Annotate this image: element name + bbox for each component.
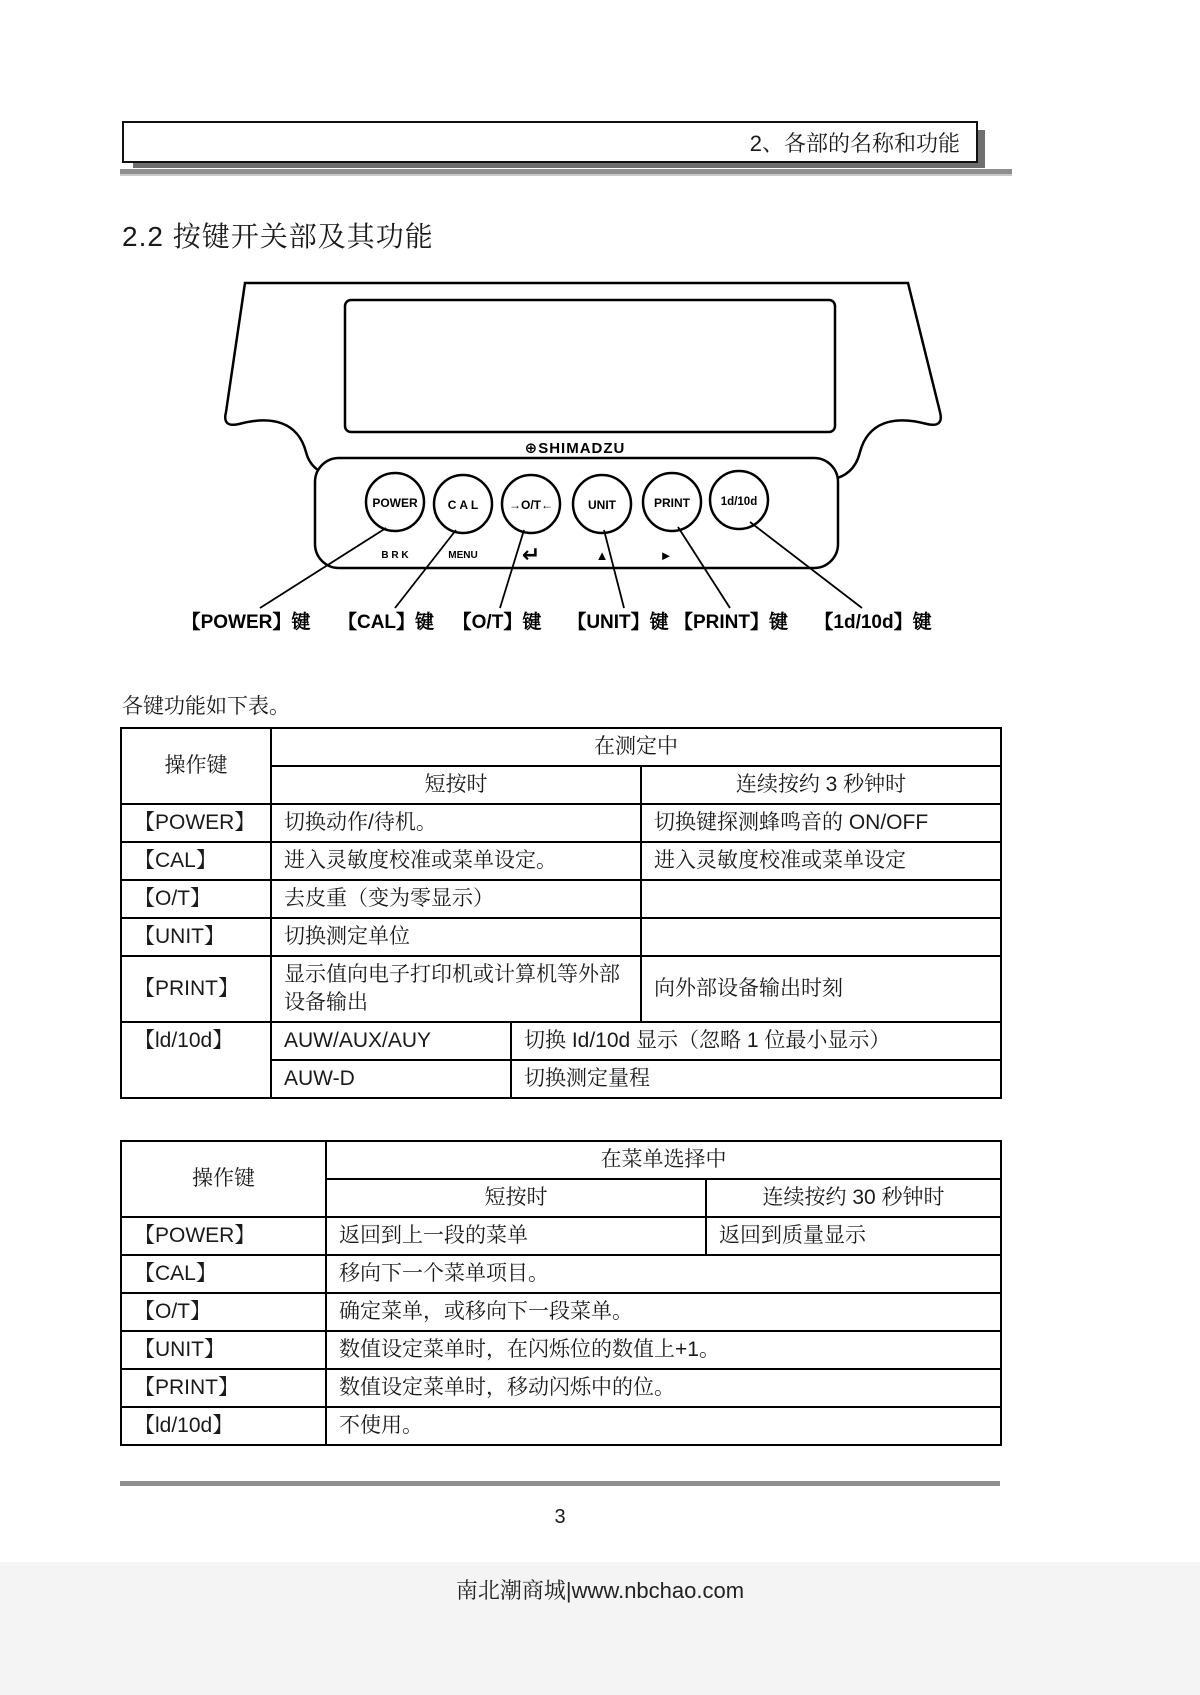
t1-col-header: 操作键 [121,728,271,804]
long-press-cell: 返回到质量显示 [706,1217,1001,1255]
table-row [121,1407,1001,1445]
table-row [121,1022,1001,1060]
long-press-cell [641,880,1001,918]
short-press-cell: 确定菜单，或移向下一段菜单。 [326,1293,1001,1331]
brand-logo: ⊕SHIMADZU [524,440,626,457]
key-cell: 【CAL】 [121,1255,326,1293]
short-press-cell: 数值设定菜单时，在闪烁位的数值上+1。 [326,1331,1001,1369]
d10d-key [710,471,768,529]
short-press-cell: 数值设定菜单时，移动闪烁中的位。 [326,1369,1001,1407]
key-cell: 【PRINT】 [121,956,271,1022]
key-cell: 【ld/10d】 [121,1407,326,1445]
table-row [121,804,1001,842]
menu-functions-table [120,1140,1002,1446]
key-cell: 【POWER】 [121,1217,326,1255]
callout-label-print: 【PRINT】键 [673,612,789,633]
page-number: 3 [554,1506,566,1528]
table-row [121,1217,1001,1255]
key-cell: 【UNIT】 [121,1331,326,1369]
key-cell: 【O/T】 [121,880,271,918]
unit-key-label: UNIT [588,498,616,512]
desc-cell: 切换 Id/10d 显示（忽略 1 位最小显示） [511,1022,1001,1060]
model-cell: AUW-D [271,1060,511,1098]
key-cell: 【PRINT】 [121,1369,326,1407]
model-cell: AUW/AUX/AUY [271,1022,511,1060]
table-row [121,1331,1001,1369]
power-key-label: POWER [372,496,418,510]
long-press-cell: 进入灵敏度校准或菜单设定 [641,842,1001,880]
d10d-key-label: 1d/10d [720,496,758,508]
short-press-cell: 显示值向电子打印机或计算机等外部设备输出 [271,956,641,1022]
key-cell: 【ld/10d】 [121,1022,271,1098]
table-row [121,1369,1001,1407]
section-title: 2.2 按键开关部及其功能 [122,221,434,252]
measuring-functions-table [120,727,1002,1099]
header-rule [120,169,1012,176]
long-press-cell [641,918,1001,956]
cal-key-sub: MENU [448,550,478,561]
t2-group-header: 在菜单选择中 [326,1141,1001,1179]
up-triangle-icon: ▲ [595,548,609,563]
callout-label-power: 【POWER】键 [181,612,311,633]
footer [0,1562,1200,1695]
t1-subheader-long: 连续按约 3 秒钟时 [641,766,1001,804]
key-cell: 【POWER】 [121,804,271,842]
short-press-cell: 不使用。 [326,1407,1001,1445]
short-press-cell: 切换测定单位 [271,918,641,956]
footer-text: 南北潮商城|www.nbchao.com [455,1578,745,1603]
t2-subheader-long: 连续按约 30 秒钟时 [706,1179,1001,1217]
short-press-cell: 移向下一个菜单项目。 [326,1255,1001,1293]
enter-arrow-icon: ↵ [521,542,541,567]
callout-label-unit: 【UNIT】键 [567,612,669,633]
key-cell: 【CAL】 [121,842,271,880]
print-key-label: PRINT [654,496,690,510]
table-intro: 各键功能如下表。 [122,695,290,718]
balance-diagram-svg [181,272,1000,634]
callout-label-1d10d: 【1d/10d】键 [814,612,932,633]
table-row [121,1255,1001,1293]
cal-key-label: C A L [447,498,479,512]
t1-group-header: 在测定中 [271,728,1001,766]
callout-label-ot: 【O/T】键 [452,612,542,633]
short-press-cell: 返回到上一段的菜单 [326,1217,706,1255]
key-cell: 【UNIT】 [121,918,271,956]
short-press-cell: 去皮重（变为零显示） [271,880,641,918]
t1-subheader-short: 短按时 [271,766,641,804]
ot-key-label: →O/T← [509,498,553,512]
table-row [121,918,1001,956]
footer-rule [120,1481,1000,1486]
power-key-sub: B R K [381,550,409,561]
table-row [121,842,1001,880]
chapter-title: 2、各部的名称和功能 [749,130,960,156]
table-header-row [121,1141,1001,1179]
callout-label-cal: 【CAL】键 [337,612,435,633]
balance-diagram [181,272,1000,634]
desc-cell: 切换测定量程 [511,1060,1001,1098]
table-row [121,956,1001,1022]
key-cell: 【O/T】 [121,1293,326,1331]
t2-col-header: 操作键 [121,1141,326,1217]
short-press-cell: 进入灵敏度校准或菜单设定。 [271,842,641,880]
long-press-cell: 切换键探测蜂鸣音的 ON/OFF [641,804,1001,842]
long-press-cell: 向外部设备输出时刻 [641,956,1001,1022]
short-press-cell: 切换动作/待机。 [271,804,641,842]
t2-subheader-short: 短按时 [326,1179,706,1217]
display-window [345,300,835,432]
right-triangle-icon: ► [659,548,673,563]
chapter-header-box [122,121,978,163]
table-row [121,880,1001,918]
table-header-row [121,728,1001,766]
table-row [121,1293,1001,1331]
